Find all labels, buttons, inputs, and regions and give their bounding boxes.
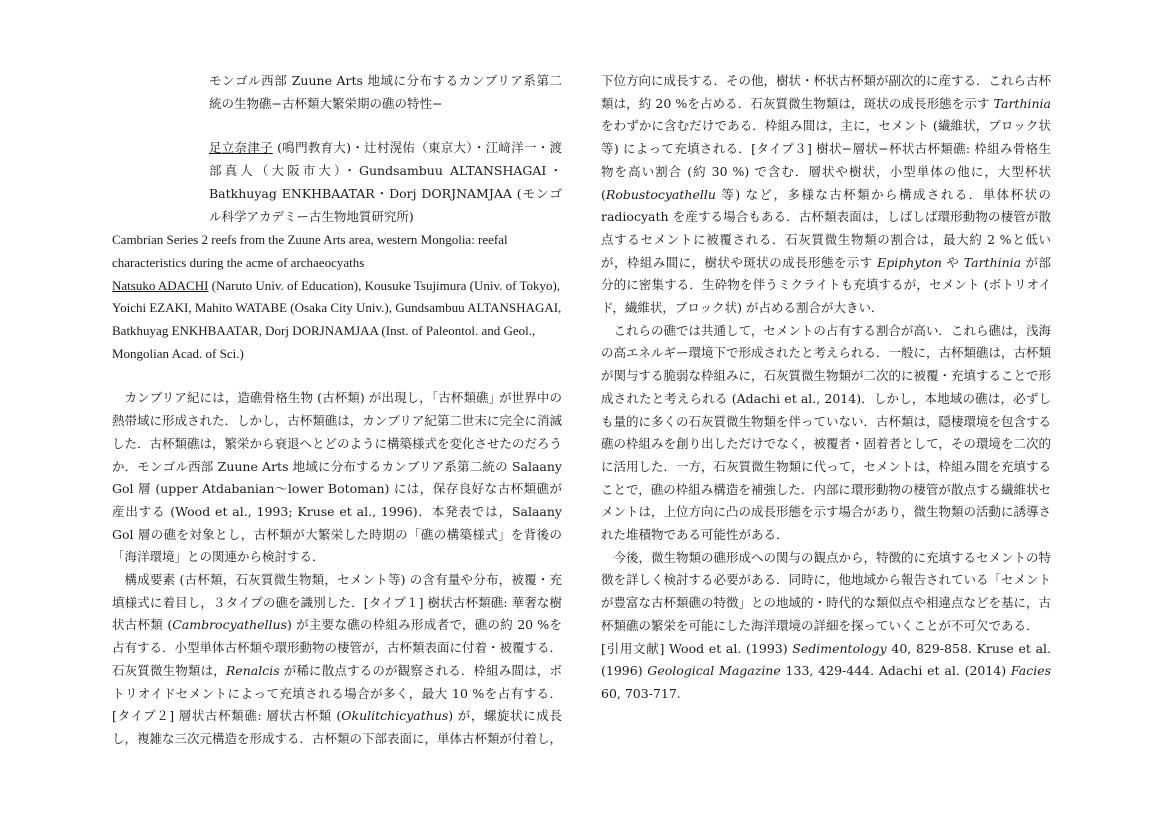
paragraph-2-text: が部分的に密集する．生砕物を伴うミクライトも充填するが，セメント (ボトリオイド，繊維状，ブロック状) が占める割合が大きい．	[601, 254, 1051, 316]
paragraph-2-text: 等) など，多様な古杯類から構成される．単体杯状の radiocyath を産する場合もある．古杯類表面は，しばしば環形動物の棲管が散点するセメントに被覆される．石灰質微生物類の割合は，最大約 2 %と低いが，枠組み間に，樹状や斑状の成長形態を示す	[601, 186, 1051, 270]
coauthors-english: (Naruto Univ. of Education), Kousuke Tsujimura (Univ. of Tokyo), Yoichi EZAKI, Mahito WATABE (Osaka City Univ.), Gundsambuu ALTANSHAGAI, Batkhuyag ENKHBAATAR, Dorj DORJNAMJAA (Inst. of Paleontol. and Geol., Mongolian Acad. of Sci.)	[112, 277, 562, 361]
genus-name: E	[877, 254, 887, 270]
references-text: 133, 429-444. Adachi et al. (2014)	[780, 663, 1011, 679]
references	[601, 638, 1051, 706]
paragraph-2-text: ) が，螺旋状に成長し，複雑な三次元構造を形成する．古杯類の下部表面に，単体古杯類が付着し，	[112, 708, 563, 746]
title-english: Cambrian Series 2 reefs from the Zuune Arts area, western Mongolia: reefal characteristics during the acme of archaeocyaths	[112, 232, 508, 270]
genus-name: Okulitchicyathus	[341, 708, 449, 724]
genus-name: Renalcis	[225, 662, 280, 678]
genus-name: obustocyathellu	[615, 186, 716, 202]
genus-name: arthinia	[971, 254, 1022, 270]
authors-japanese	[112, 137, 562, 228]
presenter-name-japanese: 足立奈津子	[209, 140, 273, 156]
paragraph-2-continued	[601, 70, 1051, 320]
references-text: 60, 703-717.	[601, 685, 681, 701]
paragraph-2-text: が稀に散点するのが観察される．枠組み間は，ボトリオイドセメントによって充填される場合が多く，最大 10 %を占有する．[タイプ２] 層状古杯類礁: 層状古杯類 (	[112, 662, 562, 724]
genus-name: T	[993, 95, 1001, 111]
paragraph-3: これらの礁では共通して，セメントの占有する割合が高い．これら礁は，浅海の高エネルギー環境下で形成されたと考えられる．一般に，古杯類礁は，古杯類が関与する脆弱な枠組みに，石灰質微生物類が二次的に被覆・充填することで形成されたと考えられる (Adachi et al., 2014)．しかし，本地域の礁は，必ずしも量的に多くの石灰質微生物類を伴っていない．古杯類は，隠棲環境を包含する礁の枠組みを創り出しただけでなく，被覆者・固着者として，その環境を二次的に活用した．一方，石灰質微生物類に代って，セメントは，枠組み間を充填することで，礁の枠組み構造を補強した．内部に環形動物の棲管が散点する繊維状セメントは，上位方向に凸の成長形態を示す場合があり，微生物類の活動に誘導された堆積物である可能性がある．	[601, 322, 1052, 543]
journal-name: Sedimentology	[792, 640, 887, 656]
title-japanese: モンゴル西部 Zuune Arts 地域に分布するカンブリア系第二統の生物礁−古杯類大繁栄期の礁の特性−	[209, 73, 562, 111]
journal-name: Facies	[1010, 663, 1052, 679]
paragraph-2-text: ) が主要な礁の枠組み形成者で，礁の約 20 %を占有する．小型単体古杯類や環形動物の棲管が，古杯類表面に付着・被覆する．石灰質微生物類は，	[112, 617, 563, 678]
paragraph-2-text: 下位方向に成長する．その他，樹状・杯状古杯類が副次的に産する．これら古杯類は，約 20 %を占める．石灰質微生物類は，斑状の成長形態を示す	[601, 73, 1052, 111]
coauthors-japanese: (鳴門教育大)・辻村滉佑（東京大）・江﨑洋一・渡部真人（大阪市大）・Gundsambuu ALTANSHAGAI・Batkhuyag ENKHBAATAR・Dorj DORJNAMJAA (モンゴル科学アカデミー古生物地質研究所)	[209, 140, 562, 224]
presenter-name-english: Natsuko ADACHI	[112, 277, 209, 293]
genus-name: R	[605, 186, 616, 202]
references-text: 40, 829-858. Kruse et al. (1996)	[601, 640, 1051, 679]
paragraph-2	[112, 569, 562, 751]
paragraph-2-text: や	[946, 254, 964, 270]
authors-english	[112, 275, 562, 366]
references-text: [引用文献] Wood et al. (1993)	[601, 640, 793, 656]
paragraph-4: 今後，微生物類の礁形成への関与の観点から，特徴的に充填するセメントの特徴を詳しく検討する必要がある．同時に，他地域から報告されている「セメントが豊富な古杯類礁の特徴」との地域的・時代的な類似点や相違点などを基に，古杯類礁の繁栄を可能にした海洋環境の詳細を探っていくことが不可欠である．	[601, 549, 1052, 633]
paragraph-2-text: 構成要素 (古杯類，石灰質微生物類，セメント等) の含有量や分布，被覆・充填様式に着目し，３タイプの礁を識別した．[タイプ１] 樹状古杯類礁: 華奢な樹状古杯類 (	[112, 572, 562, 633]
journal-name: Geological Magazine	[647, 663, 781, 679]
genus-name: T	[963, 254, 972, 270]
paragraph-1: カンブリア紀には，造礁骨格生物 (古杯類) が出現し，｢古杯類礁｣ が世界中の熱帯域に形成された．しかし，古杯類礁は，カンブリア紀第二世末に完全に消滅した．古杯類礁は，繁栄から衰退へとどのように構築様式を変化させたのだろうか．モンゴル西部 Zuune Arts 地域に分布するカンブリア系第二統の Salaany Gol 層 (upper Atdabanian〜lower Botoman) には，保存良好な古杯類礁が産出する (Wood et al., 1993; Kruse et al., 1996)．本発表では，Salaany Gol 層の礁を対象とし，古杯類が大繁栄した時期の「礁の構築様式」を背後の「海洋環境」との関連から検討する．	[112, 390, 563, 565]
right-column	[601, 70, 1051, 706]
left-column	[112, 70, 562, 751]
genus-name: arthinia	[1001, 95, 1051, 111]
genus-name: Cambrocyathellus	[172, 617, 288, 633]
body-text	[112, 387, 562, 750]
paragraph-2-text: をわずかに含むだけである．枠組み間は，主に，セメント (繊維状，ブロック状等) によって充填される．[タイプ３] 樹状−層状−杯状古杯類礁: 枠組み骨格生物を高い割合 (約 30 %) で含む．層状や樹状，小型単体の他に，大型杯状 (	[601, 118, 1051, 202]
genus-name: piphyton	[886, 254, 942, 270]
